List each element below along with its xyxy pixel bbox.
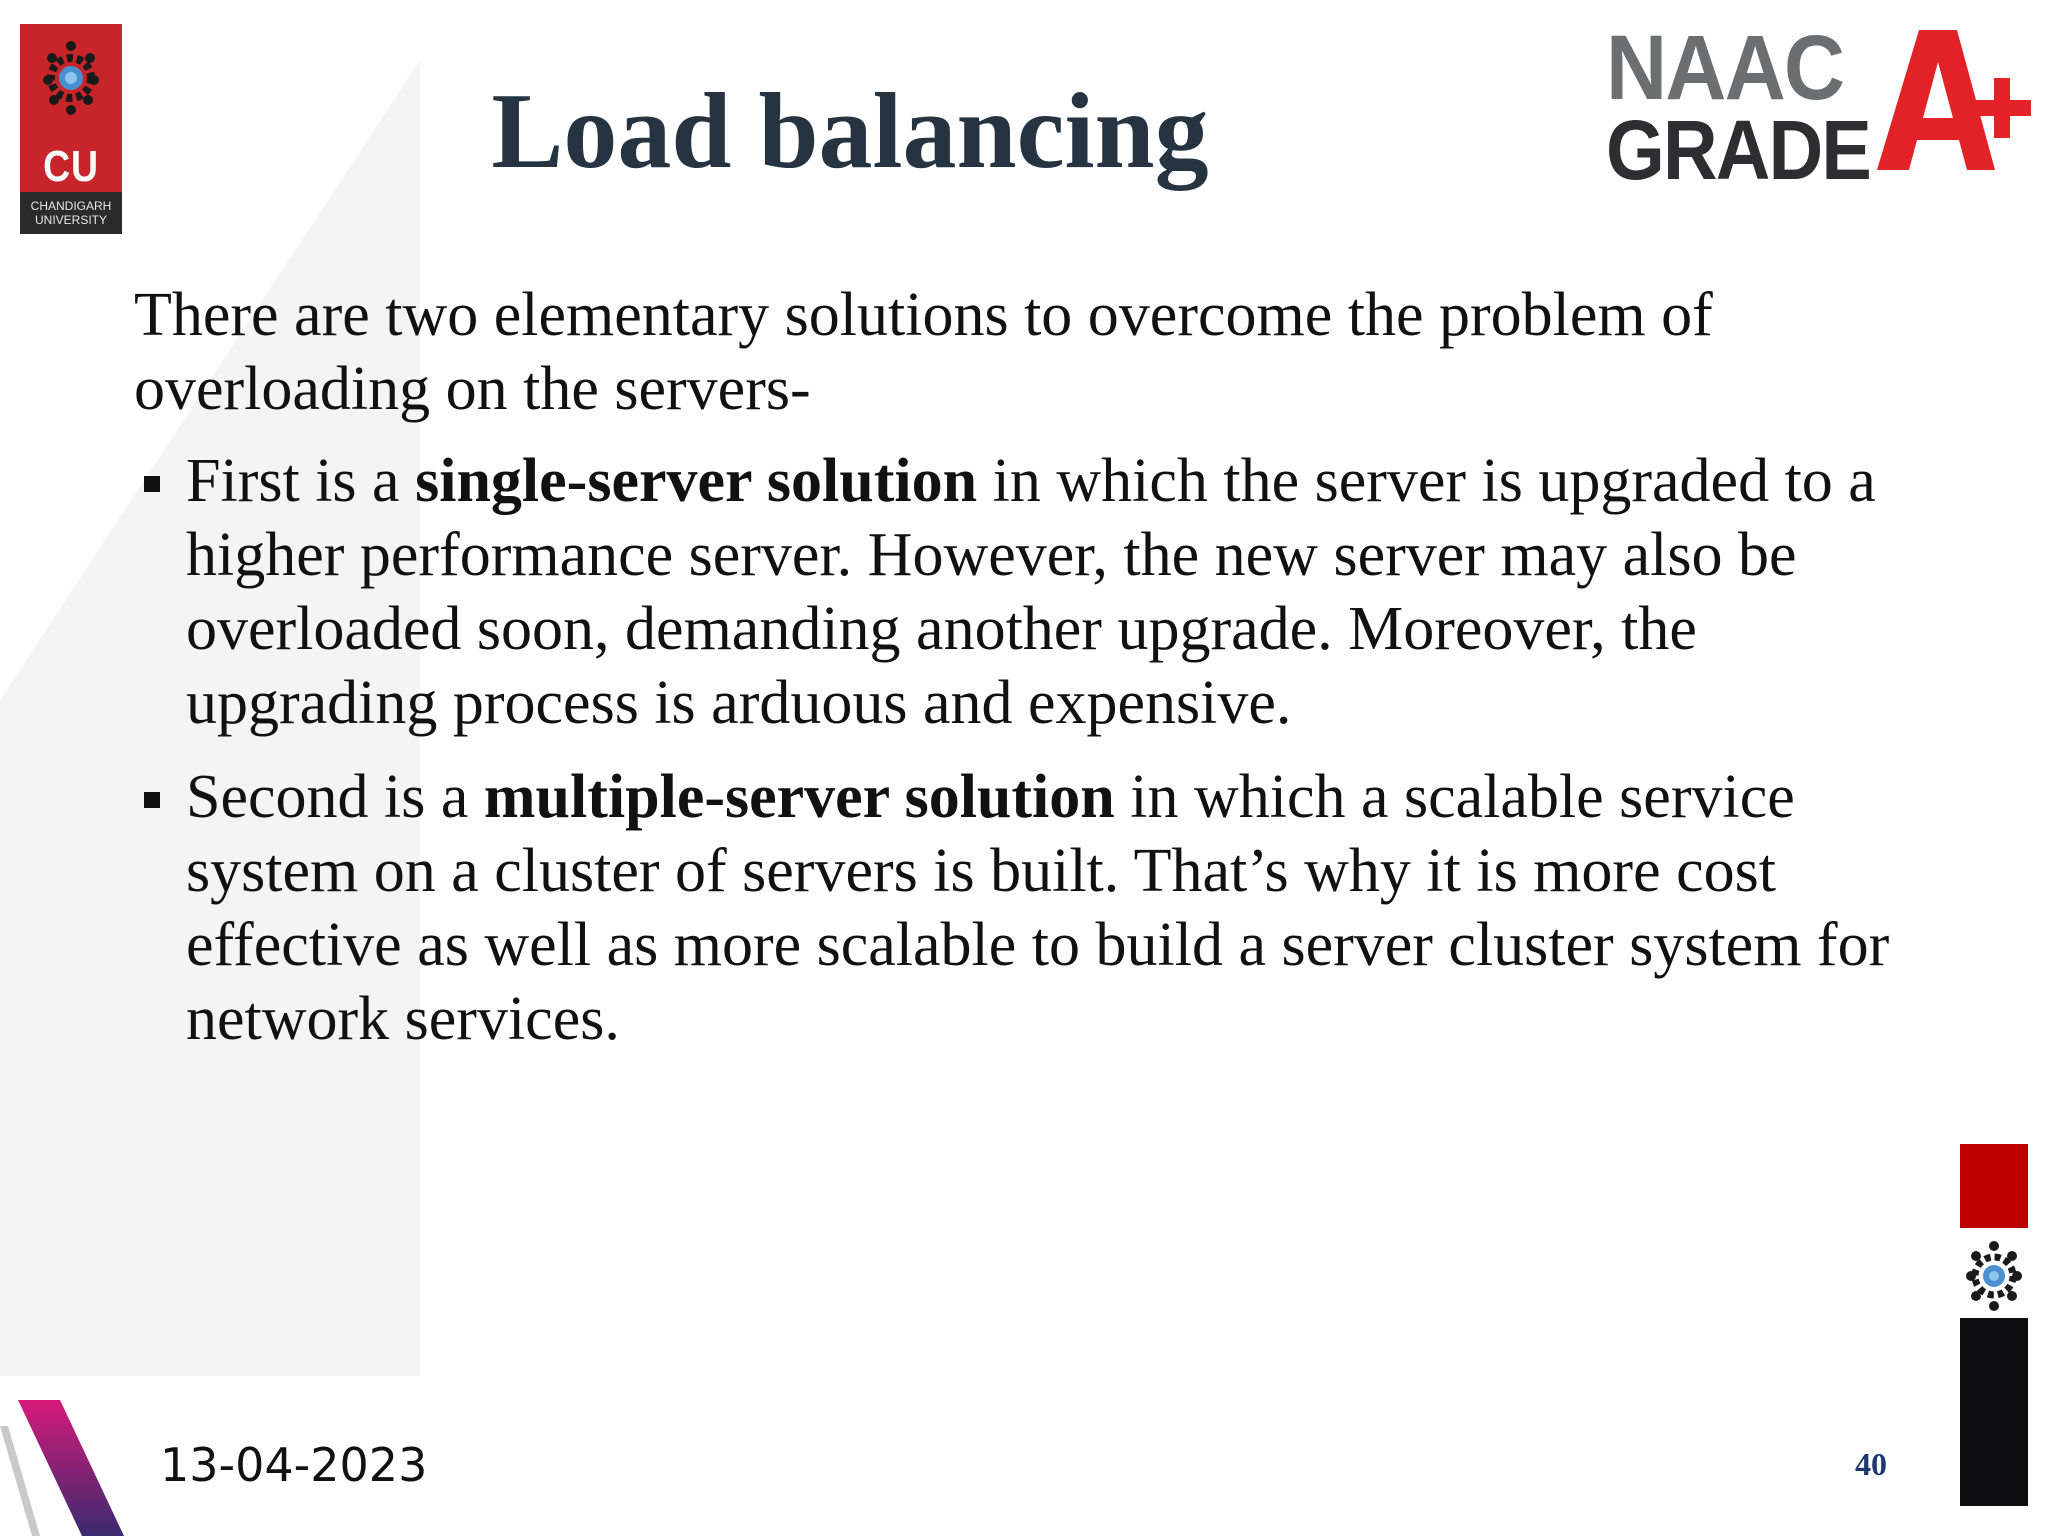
bullet-text: in which the server is upgraded to a higher performance server. However, the new server may also be overloaded soon, demanding another upgrade. Moreover, the upgrading process is arduous and expensive. [186, 447, 1876, 737]
bullet-prefix: First is a [186, 447, 416, 515]
naac-text: NAAC [1606, 17, 1844, 119]
list-item [134, 444, 1894, 740]
bullet-text: in which a scalable service system on a cluster of servers is built. That’s why it is more cost effective as well as more scalable to build a server cluster system for network services. [186, 763, 1890, 1053]
cu-university-name [20, 192, 122, 234]
slide-body [134, 278, 1894, 1076]
gear-people-emblem-icon [1960, 1236, 2028, 1316]
bullet-list [134, 444, 1894, 1056]
side-red-block [1960, 1144, 2028, 1228]
page-title-text: Load balancing [491, 72, 1209, 191]
cu-name-line1: CHANDIGARH [30, 199, 112, 213]
slide-date: 13-04-2023 [160, 1438, 428, 1492]
corner-stripe-decoration [0, 1396, 140, 1536]
page-title [0, 70, 1700, 194]
intro-paragraph: There are two elementary solutions to overcome the problem of overloading on the servers- [134, 281, 1713, 423]
bullet-bold-term: multiple-server solution [483, 763, 1115, 831]
list-item [134, 760, 1894, 1056]
bullet-prefix: Second is a [186, 763, 484, 831]
side-black-block [1960, 1318, 2028, 1506]
bullet-bold-term: single-server solution [415, 447, 978, 515]
grade-a-plus-icon [1877, 22, 2032, 182]
cu-abbreviation: CU [43, 142, 99, 191]
grade-text: GRADE [1606, 103, 1871, 197]
square-bullet-icon [144, 792, 160, 808]
cu-name-line2: UNIVERSITY [34, 213, 107, 227]
square-bullet-icon [144, 476, 160, 492]
page-number: 40 [1855, 1446, 1887, 1482]
